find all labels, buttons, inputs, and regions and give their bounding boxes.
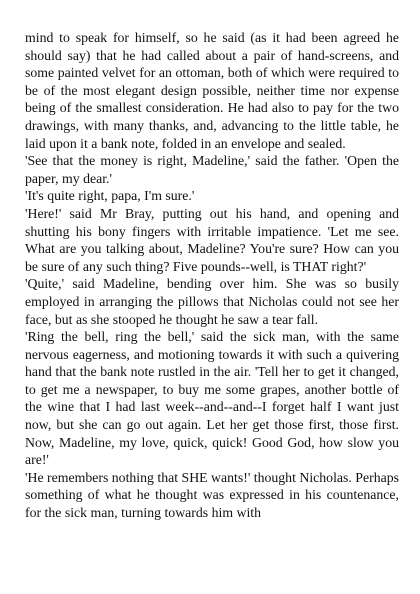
- paragraph-4: 'Here!' said Mr Bray, putting out his hand, and opening and shutting his bony fingers with irritable impatience. 'Let me see. What are you talking about, Madeline? You're sure? How can you be sure of any such thing? Five pounds--well, is THAT right?': [25, 205, 399, 274]
- paragraph-5: 'Quite,' said Madeline, bending over him. She was so busily employed in arranging the pillows that Nicholas could not see her face, but as she stooped he thought he saw a tear fall.: [25, 276, 399, 327]
- document-page: [25, 29, 399, 522]
- paragraph-2: 'See that the money is right, Madeline,' said the father. 'Open the paper, my dear.': [25, 153, 399, 186]
- paragraph-7: 'He remembers nothing that SHE wants!' thought Nicholas. Perhaps something of what he thought was expressed in his countenance, for the sick man, turning towards him with: [25, 469, 399, 521]
- paragraph-1: mind to speak for himself, so he said (as it had been agreed he should say) that he had called about a pair of hand-screens, and some painted velvet for an ottoman, both of which were required to be of the most elegant design possible, neither time nor expense being of the smallest consideration. He had also to pay for the two drawings, with many thanks, and, advancing to the little table, he laid upon it a bank note, folded in an envelope and sealed.: [25, 30, 399, 151]
- paragraph-3: 'It's quite right, papa, I'm sure.': [25, 188, 195, 204]
- paragraph-6: 'Ring the bell, ring the bell,' said the sick man, with the same nervous eagerness, and motioning towards it with such a quivering hand that the bank note rustled in the air. 'Tell her to get it changed, to get me a newspaper, to buy me some grapes, another bottle of the wine that I had last week--and--and--I forget half I want just now, but she can go out again. Let her get those first, those first. Now, Madeline, my love, quick, quick! Good God, how slow you are!': [25, 329, 399, 468]
